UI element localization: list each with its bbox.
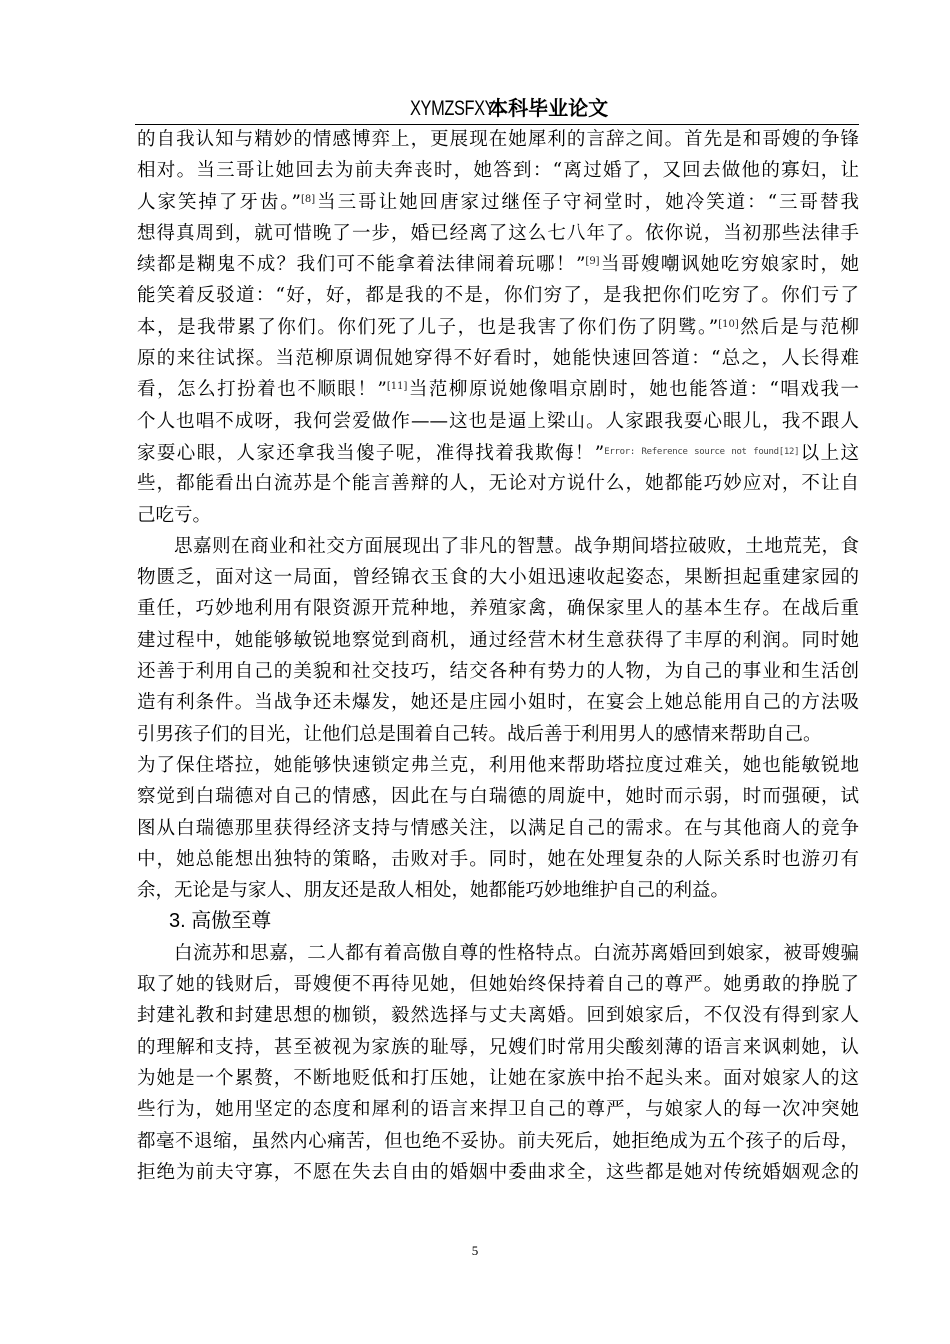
text-line: 中，她总能想出独特的策略，击败对手。同时，她在处理复杂的人际关系时也游刃有 bbox=[137, 848, 859, 870]
paragraph-bai-liusu-speech bbox=[137, 124, 859, 531]
text-line: 建过程中，她能够敏锐地察觉到商机，通过经营木材生意获得了丰厚的利润。同时她 bbox=[137, 629, 859, 651]
text-line: 续都是糊鬼不成？我们可不能拿着法律闹着玩哪！”[9]当哥嫂嘲讽她吃穷娘家时，她 bbox=[137, 254, 859, 276]
text-line: 思嘉则在商业和社交方面展现出了非凡的智慧。战争期间塔拉破败，土地荒芜，食 bbox=[174, 535, 859, 557]
citation-ref[interactable]: [11] bbox=[386, 381, 408, 393]
citation-ref[interactable]: [10] bbox=[718, 318, 739, 330]
text-line: 能笑着反驳道：“好，好，都是我的不是，你们穷了，是我把你们吃穷了。你们亏了 bbox=[137, 285, 859, 307]
page-number: 5 bbox=[471, 1243, 479, 1258]
text-line: 看，怎么打扮着也不顺眼！”[11]当范柳原说她像唱京剧时，她也能答道：“唱戏我一 bbox=[137, 379, 859, 401]
text-line: 图从白瑞德那里获得经济支持与情感关注，以满足自己的需求。在与其他商人的竞争 bbox=[137, 817, 859, 839]
text-line: 余，无论是与家人、朋友还是敌人相处，她都能巧妙地维护自己的利益。 bbox=[137, 880, 730, 902]
text-line: 家耍心眼，人家还拿我当傻子呢，准得找着我欺侮！”$^{Error: Reference source not found[12]}$以上这 bbox=[137, 442, 859, 464]
text-line: 物匮乏，面对这一局面，曾经锦衣玉食的大小姐迅速收起姿态，果断担起重建家园的 bbox=[137, 567, 859, 589]
text-line: 白流苏和思嘉，二人都有着高傲自尊的性格特点。白流苏离婚回到娘家，被哥嫂骗 bbox=[174, 942, 859, 964]
text-line: 的理解和支持，甚至被视为家族的耻辱，兄嫂们时常用尖酸刻薄的语言来讽刺她，认 bbox=[137, 1036, 859, 1058]
citation-ref[interactable]: [8] bbox=[301, 193, 316, 205]
section-heading: 3. 高傲至尊 bbox=[169, 910, 272, 933]
header-thesis-label: 本科毕业论文 bbox=[488, 96, 609, 120]
text-line: 的自我认知与精妙的情感博弈上，更展现在她犀利的言辞之间。首先是和哥嫂的争锋 bbox=[137, 129, 859, 150]
text-line: 察觉到白瑞德对自己的情感，因此在与白瑞德的周旋中，她时而示弱，时而强硬，试 bbox=[137, 786, 859, 808]
paragraph-scarlett-wisdom bbox=[137, 531, 859, 907]
text-line: 些行为，她用坚定的态度和犀利的语言来捍卫自己的尊严，与娘家人的每一次冲突她 bbox=[137, 1099, 859, 1121]
page-header bbox=[135, 92, 859, 125]
text-line: 拒绝为前夫守寡，不愿在失去自由的婚姻中委曲求全，这些都是她对传统婚姻观念的 bbox=[137, 1161, 859, 1183]
text-line: 都毫不退缩，虽然内心痛苦，但也绝不妥协。前夫死后，她拒绝成为五个孩子的后母， bbox=[137, 1130, 859, 1152]
text-line: 己吃亏。 bbox=[137, 504, 212, 526]
citation-ref[interactable]: [9] bbox=[585, 256, 600, 268]
text-line: 人家笑掉了牙齿。”[8]当三哥让她回唐家过继侄子守祠堂时，她冷笑道：“三哥替我 bbox=[137, 191, 859, 213]
text-line: 想得真周到，就可惜晚了一步，婚已经离了这么七八年了。依你说，当初那些法律手 bbox=[137, 222, 859, 244]
page-body bbox=[137, 124, 859, 1188]
header-school-code: XYMZSFXY bbox=[409, 97, 496, 120]
text-line: 些，都能看出白流苏是个能言善辩的人，无论对方说什么，她都能巧妙应对，不让自 bbox=[137, 473, 859, 495]
text-line: 个人也唱不成呀，我何尝爱做作——这也是逼上梁山。人家跟我耍心眼儿，我不跟人 bbox=[137, 410, 859, 432]
text-line: 还善于利用自己的美貌和社交技巧，结交各种有势力的人物，为自己的事业和生活创 bbox=[137, 661, 859, 683]
text-line: 重任，巧妙地利用有限资源开荒种地，养殖家禽，确保家里人的基本生存。在战后重 bbox=[137, 598, 859, 620]
paragraph-pride-dignity bbox=[137, 938, 859, 1188]
text-line: 封建礼教和封建思想的枷锁，毅然选择与丈夫离婚。回到娘家后，不仅没有得到家人 bbox=[137, 1005, 859, 1027]
text-line: 取了她的钱财后，哥嫂便不再待见她，但她始终保持着自己的尊严。她勇敢的挣脱了 bbox=[137, 974, 859, 996]
text-line: 相对。当三哥让她回去为前夫奔丧时，她答到：“离过婚了，又回去做他的寡妇，让 bbox=[137, 160, 859, 182]
text-line: 为她是一个累赘，不断地贬低和打压她，让她在家族中抬不起头来。面对娘家人的这 bbox=[137, 1067, 859, 1089]
text-line: 原的来往试探。当范柳原调侃她穿得不好看时，她能快速回答道：“总之，人长得难 bbox=[137, 348, 859, 370]
text-line: 本，是我带累了你们。你们死了儿子，也是我害了你们伤了阴骘。”[10]然后是与范柳 bbox=[137, 316, 859, 338]
reference-error-field[interactable]: Error: Reference source not found[12] bbox=[604, 446, 800, 457]
text-line: 引男孩子们的目光，让他们总是围着自己转。战后善于利用男人的感情来帮助自己。 bbox=[137, 723, 822, 745]
text-line: 为了保住塔拉，她能够快速锁定弗兰克，利用他来帮助塔拉度过难关，她也能敏锐地 bbox=[137, 754, 859, 776]
text-line: 造有利条件。当战争还未爆发，她还是庄园小姐时，在宴会上她总能用自己的方法吸 bbox=[137, 692, 859, 714]
